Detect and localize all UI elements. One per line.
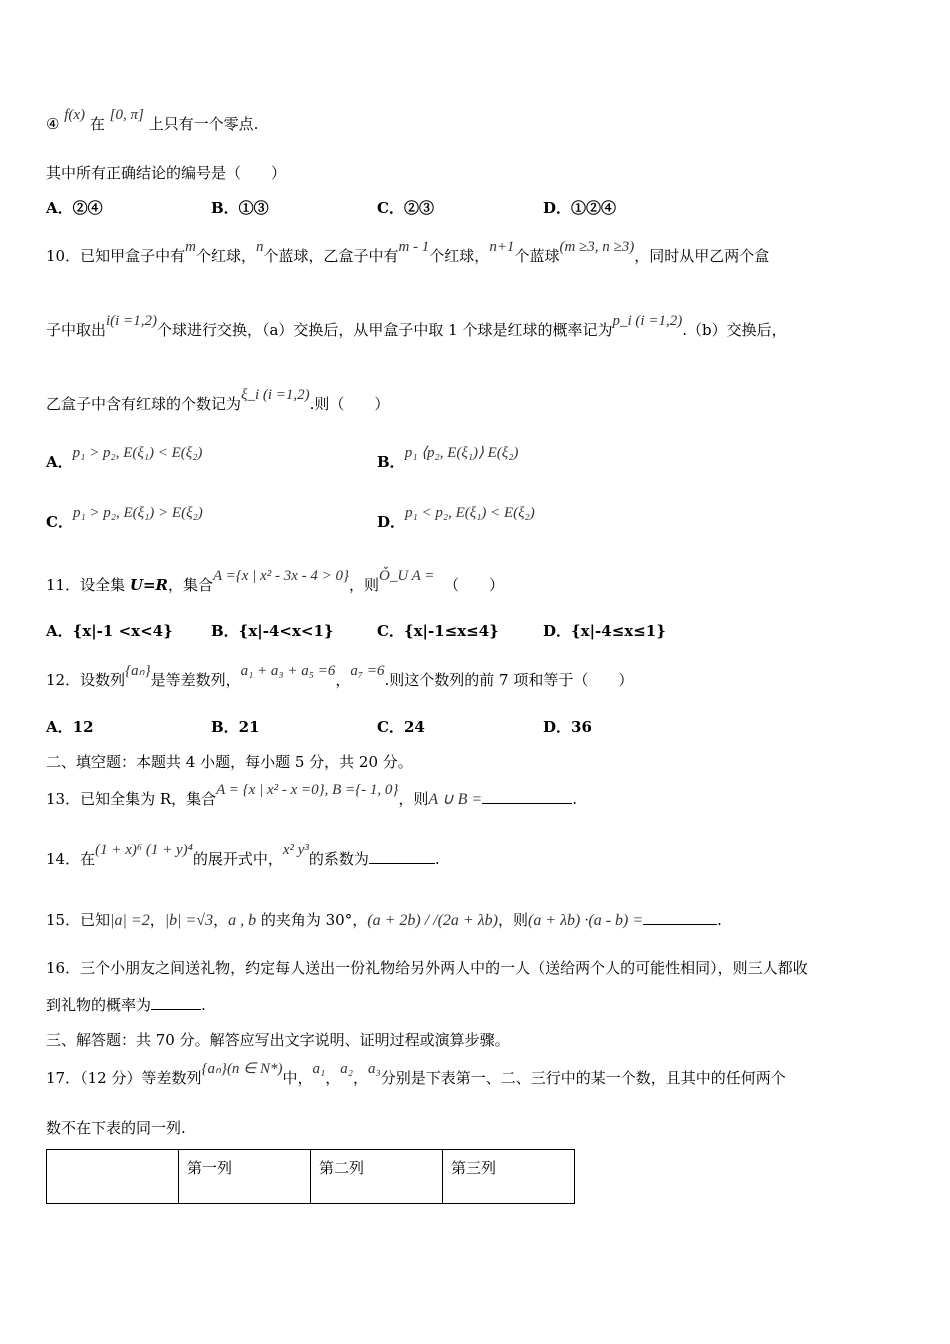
q10-text-4: 个红球，	[429, 247, 490, 265]
q10-text-11: .则（ ）	[309, 395, 390, 413]
option-label: B．	[377, 453, 405, 471]
q10-line-3	[46, 387, 390, 415]
q13-end: .	[572, 790, 577, 808]
answer-blank[interactable]	[643, 910, 717, 925]
math-sets: A = {x | x² - x =0}, B ={- 1, 0}	[216, 782, 399, 798]
option-label: D．	[377, 513, 406, 531]
math-complement: Ǒ_U A =	[378, 568, 435, 584]
answer-blank[interactable]	[482, 789, 572, 804]
q17-text-1: 17．（12 分）等差数列	[46, 1069, 202, 1087]
answer-blank[interactable]	[369, 849, 435, 864]
math-m: m	[185, 239, 196, 255]
q12-option-a: A．12	[46, 718, 94, 736]
q15-text-5: ，则	[497, 911, 528, 929]
q11-option-a: A．{x|-1 <x<4}	[46, 622, 173, 640]
q15-text-1: 15．已知	[46, 911, 111, 929]
math-m-minus-1: m - 1	[398, 239, 430, 255]
q11-text-1: 11．设全集	[46, 576, 130, 594]
math-a3: a₃	[367, 1061, 381, 1077]
q11-text-2: ，集合	[167, 576, 213, 594]
math-a1: a₁	[312, 1061, 326, 1077]
q17-line-1	[46, 1061, 786, 1089]
circled-number-4: ④	[46, 115, 60, 133]
q12-option-c: C．24	[377, 718, 425, 736]
math-condition: (n ∈ N*)	[226, 1061, 283, 1077]
q11-question	[46, 568, 504, 596]
math-i: i(i =1,2)	[106, 313, 157, 329]
math-set-a: A ={x | x² - 3x - 4 > 0}	[213, 568, 349, 584]
math-condition: (m ≥3, n ≥3)	[559, 239, 635, 255]
q15-text-3: ，	[213, 911, 229, 929]
q9-option-b: B．①③	[211, 199, 269, 217]
q10-option-c	[46, 505, 203, 533]
option-math: p₁ < p₂, E(ξ₁) < E(ξ₂)	[405, 505, 535, 521]
table-row	[47, 1150, 575, 1204]
q9-option-c: C．②③	[377, 199, 434, 217]
q17-line-2: 数不在下表的同一列.	[46, 1119, 186, 1137]
interval: [0, π]	[109, 107, 144, 123]
math-vectors: a , b	[228, 912, 257, 929]
math-monomial: x² y³	[282, 842, 309, 858]
math-a2: a₂	[340, 1061, 353, 1077]
q10-text-8: 个球进行交换，（a）交换后，从甲盒子中取 1 个球是红球的概率记为	[156, 321, 613, 339]
q10-text-6: ，同时从甲乙两个盒	[634, 247, 770, 265]
option-math: p₁ ⟨p₂, E(ξ₁)⟩ E(ξ₂)	[404, 445, 519, 461]
math-norm-b: |b| =√3	[164, 912, 214, 929]
q16-line-1: 16．三个小朋友之间送礼物，约定每人送出一份礼物给另外两人中的一人（送给两个人的可能性相同），则三人都收	[46, 959, 808, 977]
math-xi: ξ_i (i =1,2)	[241, 387, 310, 403]
math-eq-2: a₇ =6	[350, 663, 385, 679]
option-label: C．	[46, 513, 73, 531]
table-header-cell: 第一列	[179, 1150, 311, 1204]
answer-blank[interactable]	[151, 995, 201, 1010]
q16-line-2	[46, 995, 206, 1015]
data-table	[46, 1149, 575, 1204]
q10-option-a	[46, 445, 203, 473]
q14-end: .	[434, 850, 440, 868]
section-2-heading: 二、填空题：本题共 4 小题，每小题 5 分，共 20 分。	[46, 753, 413, 771]
q10-text-10: 乙盒子中含有红球的个数记为	[46, 395, 242, 413]
q10-text-2: 个红球，	[195, 247, 256, 265]
q11-option-b: B．{x|-4<x<1}	[211, 622, 334, 640]
q12-option-b: B．21	[211, 718, 260, 736]
q14-question	[46, 842, 440, 870]
q14-text-3: 的系数为	[308, 850, 369, 868]
universal-set: U=R	[129, 576, 168, 594]
math-n: n	[255, 239, 264, 255]
section-3-heading: 三、解答题：共 70 分。解答应写出文字说明、证明过程或演算步骤。	[46, 1031, 510, 1049]
math-eq-1: a₁ + a₃ + a₅ =6	[240, 663, 336, 679]
q12-option-d: D．36	[543, 718, 592, 736]
math-expression: (1 + x)⁶ (1 + y)⁴	[95, 842, 193, 858]
q10-option-d	[377, 505, 535, 533]
option-math: p₁ > p₂, E(ξ₁) < E(ξ₂)	[72, 445, 203, 461]
q16-end: .	[201, 996, 206, 1014]
q10-text-9: .（b）交换后，	[682, 321, 787, 339]
table-header-cell: 第三列	[443, 1150, 575, 1204]
q12-question	[46, 663, 634, 691]
math-dot-product: (a + λb) ·(a - b) =	[527, 912, 644, 929]
q17-text-2: 中，	[282, 1069, 313, 1087]
q9-option-d: D．①②④	[543, 199, 617, 217]
q12-text-4: .则这个数列的前 7 项和等于（ ）	[384, 671, 634, 689]
math-sequence: {aₙ}	[125, 663, 151, 679]
q11-text-4: （ ）	[443, 576, 504, 594]
q9-prompt: 其中所有正确结论的编号是（ ）	[46, 164, 287, 182]
statement-4	[46, 107, 259, 135]
option-label: A．	[46, 453, 73, 471]
math-norm-a: |a| =2	[110, 912, 150, 929]
q17-text-3: ，	[325, 1069, 341, 1087]
math-sequence: {aₙ}	[201, 1061, 227, 1077]
table-header-cell: 第二列	[311, 1150, 443, 1204]
q16-text: 到礼物的概率为	[46, 996, 152, 1014]
q12-text-1: 12．设数列	[46, 671, 126, 689]
q10-text-3: 个蓝球，乙盒子中有	[263, 247, 399, 265]
q9-option-a: A．②④	[46, 199, 103, 217]
q13-text-2: ，则	[398, 790, 429, 808]
q10-text-1: 10．已知甲盒子中有	[46, 247, 186, 265]
function-fx: f(x)	[64, 107, 86, 123]
text-in: 在	[89, 115, 105, 133]
q17-text-5: 分别是下表第一、二、三行中的某一个数，且其中的任何两个	[380, 1069, 786, 1087]
math-parallel: (a + 2b) / /(2a + λb)	[367, 912, 498, 929]
q15-end: .	[717, 911, 722, 929]
q15-question	[46, 910, 722, 931]
q13-question	[46, 782, 577, 810]
q10-text-5: 个蓝球	[514, 247, 560, 265]
q10-text-7: 子中取出	[46, 321, 107, 339]
q13-text-1: 13．已知全集为 R，集合	[46, 790, 217, 808]
q10-option-b	[377, 445, 519, 473]
option-math: p₁ > p₂, E(ξ₁) > E(ξ₂)	[72, 505, 203, 521]
q15-text-4: 的夹角为 30°，	[260, 911, 368, 929]
q11-text-3: ，则	[348, 576, 379, 594]
q12-text-3: ，	[335, 671, 351, 689]
q10-line-2	[46, 313, 787, 341]
q15-text-2: ，	[149, 911, 165, 929]
math-union: A ∪ B =	[428, 791, 483, 808]
table-header-cell	[47, 1150, 179, 1204]
q14-text-1: 14．在	[46, 850, 96, 868]
q12-text-2: 是等差数列，	[150, 671, 241, 689]
math-pi: p_i (i =1,2)	[612, 313, 683, 329]
q10-line-1	[46, 239, 770, 267]
q17-text-4: ，	[352, 1069, 368, 1087]
math-n-plus-1: n+1	[489, 239, 515, 255]
statement-tail: 上只有一个零点.	[148, 115, 259, 133]
q14-text-2: 的展开式中，	[192, 850, 283, 868]
q11-option-d: D．{x|-4≤x≤1}	[543, 622, 666, 640]
q11-option-c: C．{x|-1≤x≤4}	[377, 622, 499, 640]
